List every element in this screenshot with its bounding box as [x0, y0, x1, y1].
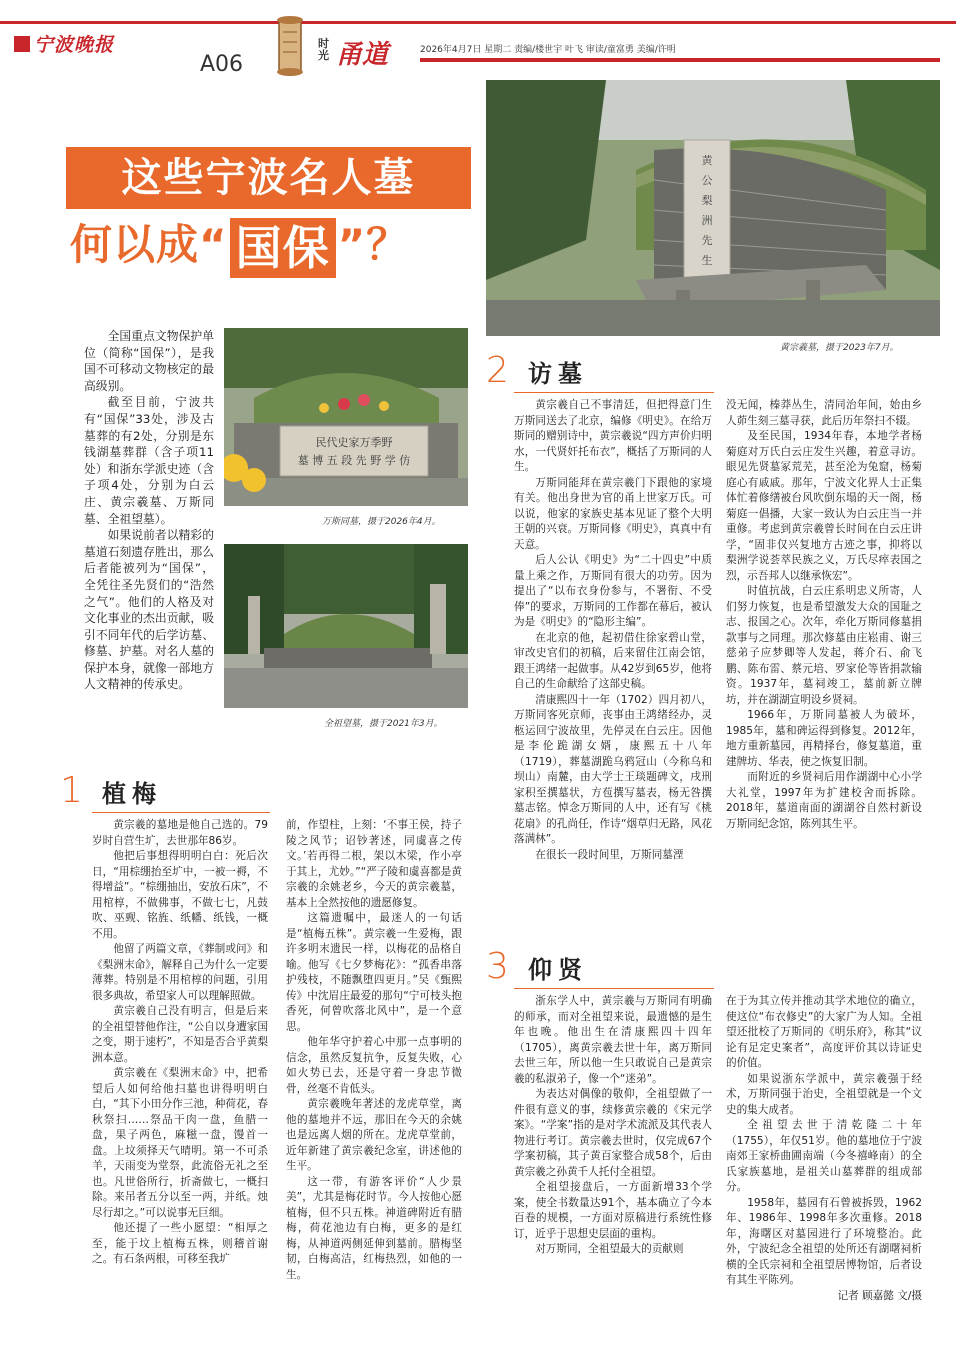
caption-quan-tomb: 全祖望墓，摄于2021年3月。 — [324, 719, 443, 729]
section1-col1 — [92, 818, 268, 1268]
headline-highlight: 国保 — [230, 218, 336, 278]
masthead-rule — [0, 21, 956, 29]
page-number: A06 — [200, 52, 244, 77]
section2-col1 — [514, 398, 712, 863]
section-label: 甬道 — [336, 40, 389, 70]
byline: 记者 顾嘉懿 文/摄 — [837, 1289, 922, 1302]
section2-col2 — [726, 398, 922, 832]
section3-heading — [486, 946, 588, 987]
s1-paragraph: 他把后事想得明明白白：死后次日，“用棕绷抬至圹中，一被一褥，不得增益”。“棕绷抽出，安放石床”，不用棺椁，不做佛事，不做七七，凡鼓吹、巫觋、铭旌、纸幡、纸钱，一概不用。 — [92, 850, 268, 940]
masthead-bar — [0, 14, 956, 22]
intro-text — [84, 328, 214, 693]
headline-line2-pre: 何以成“ — [70, 220, 228, 269]
caption-top-photo: 黄宗羲墓，摄于2023年7月。 — [780, 343, 899, 353]
photo-wan-tomb — [224, 328, 468, 506]
headline-line2-post: ”？ — [337, 220, 410, 269]
s2-paragraph: 在北京的他，起初借住徐家碧山堂，审改史官们的初稿，后来留住江南会馆，跟王鸿绪一起做事。从42岁到65岁，他将自己的生命献给了这部史稿。 — [514, 631, 712, 690]
s2-paragraph: 黄宗羲自己不事清廷，但把得意门生万斯同送去了北京，编修《明史》。在给万斯同的赠别诗中，黄宗羲说“四方声价归明水，一代贤奸托布衣”，概括了万斯同的人生。 — [514, 399, 712, 473]
section-label-small: 时光 — [318, 37, 329, 62]
svg-text:梨: 梨 — [701, 194, 713, 207]
svg-text:公: 公 — [701, 174, 713, 187]
s2-paragraph: 1966年，万斯同墓被人为破坏，1985年，墓和碑运得到修复。2012年，地方重新墓园，再精择台，修复墓道，重建牌坊、华表，使之恢复旧制。 — [726, 709, 922, 768]
headline-line1: 这些宁波名人墓 — [66, 147, 471, 209]
issue-meta: 2026年4月7日 星期二 责编/楼世宇 叶飞 审读/童富勇 美编/许明 — [420, 45, 676, 55]
svg-text:洲: 洲 — [701, 214, 713, 227]
s3-paragraph: 如果说浙东学派中，黄宗羲强于经术，万斯同强于治史，全祖望就是一个文史的集大成者。 — [726, 1072, 922, 1116]
section3-title: 仰贤 — [528, 955, 588, 984]
caption-wan-tomb: 万斯同墓，摄于2026年4月。 — [322, 517, 441, 527]
s1-paragraph: 黄宗羲的墓地是他自己选的。79岁时自营生圹，去世那年86岁。 — [92, 819, 268, 847]
s3-paragraph: 全祖望接盘后，一方面新增33个学案，使全书数量达91个，基本确立了今本百卷的规模，一方面对原稿进行系统性修订，近乎于思想史层面的重构。 — [514, 1181, 712, 1240]
s3-paragraph: 为表达对偶像的敬仰，全祖望做了一件很有意义的事，续修黄宗羲的《宋元学案》。“学案”指的是对学术流派及其代表人物进行考订。黄宗羲去世时，仅完成67个学案初稿，其子黄百家整合成58个，后由黄宗羲之孙黄千人托付全祖望。 — [514, 1088, 712, 1178]
stele-inscription: 黄 — [701, 154, 713, 167]
section1-rule — [92, 812, 270, 813]
wan-tomb-sign2: 墓 博 五 段 先 野 学 仿 — [297, 454, 411, 467]
section3-number: 3 — [486, 946, 509, 987]
s1-paragraph: 这一带，有游客评价“人少景美”，尤其是梅花时节。今人按他心愿植梅，但不只五株。神道碑附近有腊梅，荷花池边有白梅，更多的是红梅，从神道两侧延伸到墓前。腊梅坚韧，白梅高洁，红梅热烈，如他的一生。 — [286, 1175, 462, 1281]
photo-huang-tomb — [486, 80, 940, 336]
intro-paragraph: 截至目前，宁波共有“国保”33处，涉及古墓葬的有2处，分别是东钱湖墓葬群（含子项11处）和浙东学派史迹（含子项4处，分别为白云庄、黄宗羲墓、万斯同墓、全祖望墓）。 — [84, 395, 214, 526]
section1-number: 1 — [60, 770, 83, 811]
s1-paragraph: 他还提了一些小愿望：“相厚之至，能于坟上植梅五株，则稽首谢之。有石条两根，可移至我圹 — [92, 1222, 268, 1265]
s2-paragraph: 万斯同能拜在黄宗羲门下跟他的家境有关。他出身世为官的甬上世家万氏。可以说，他家的家族史基本见证了整个大明王朝的兴衰。万斯同修《明史》，真真中有天意。 — [514, 476, 712, 551]
intro-paragraph: 全国重点文物保护单位（简称“国保”），是我国不可移动文物核定的最高级别。 — [84, 329, 214, 393]
s1-paragraph: 前，作望柱，上刻：‘不事王侯，持子陵之风节；诏钞著述，同虞喜之传文。’若再得二根，架以木梁，作小亭于其上，尤妙。”“严子陵和虞喜都是黄宗羲的余姚老乡，今天的黄宗羲墓，基本上全然按他的遗愿修复。 — [286, 819, 462, 909]
s3-paragraph: 浙东学人中，黄宗羲与万斯同有明确的师承，而对全祖望来说，最遗憾的是生年也晚。他出生在清康熙四十四年（1705），离黄宗羲去世十年，离万斯同去世三年，所以他一生只敢说自己是黄宗羲的私淑弟子，像一个“迷弟”。 — [514, 995, 712, 1085]
meta-underline — [420, 58, 940, 62]
s3-paragraph: 全祖望去世于清乾隆二十年（1755），年仅51岁。他的墓地位于宁波南郊王家桥曲圃南端（今冬禧峰南）的全氏家族墓地，是祖关山墓葬群的组成部分。 — [726, 1119, 922, 1193]
newspaper-logo: 宁波晚报 — [34, 34, 115, 56]
svg-text:生: 生 — [701, 254, 713, 267]
s1-paragraph: 黄宗羲自己没有明言，但是后来的全祖望替他作注，“公自以身遭家国之变，期于速朽”，不知是否合乎黄梨洲本意。 — [92, 1005, 268, 1064]
wan-tomb-sign: 民代史家万季野 — [315, 436, 393, 449]
section3-col2 — [726, 994, 922, 1304]
scroll-icon — [273, 14, 307, 78]
s1-paragraph: 他留了两篇文章，《葬制或问》和《梨洲末命》，解释自己为什么一定要薄葬。特别是不用棺椁的问题，引用很多典故，希望家人可以理解照做。 — [92, 943, 268, 1002]
svg-text:先: 先 — [701, 234, 713, 247]
section2-number: 2 — [486, 350, 509, 391]
s2-paragraph: 在很长一段时间里，万斯同墓湮 — [535, 848, 684, 861]
section3-rule — [514, 988, 714, 989]
section1-title: 植梅 — [102, 779, 162, 808]
s2-paragraph: 没无闻，榛莽丛生，清同治年间，始由乡人茆生刻三墓寻获，此后历年祭扫不辍。 — [726, 399, 922, 427]
s2-paragraph: 时值抗战，白云庄系明忠义所寄，人们努力恢复，也是希望激发大众的国耻之志、报国之心。次年，牵化万斯同修墓捐款事与之同理。那次修墓由庄崧甫、谢三慈弟子应梦卿等人发起，蒋介石、俞飞鹏、陈布雷、蔡元培、罗家伦等皆捐款输资。1937年，墓祠竣工，墓前新立牌坊，并在湖湖宣明设乡贤祠。 — [726, 585, 922, 706]
s1-paragraph: 黄宗羲在《梨洲末命》中，把希望后人如何给他扫墓也讲得明明白白，“其下小田分作三池，种荷花，春秋祭扫……祭品干肉一盘，鱼腊一盘，果子两色，麻糍一盘，馒首一盘。上坟须择天气晴明。第一不可杀羊，天雨变为堂祭，此流俗无礼之至也。凡世俗所行，折斋做七，一概扫除。来吊者五分以至一两，并纸。烛尽行却之。”可以说事无巨细。 — [92, 1067, 268, 1219]
section3-col1 — [514, 994, 712, 1258]
s3-paragraph: 在于为其立传并推动其学术地位的确立，使这位“布衣修史”的大家广为人知。全祖望还批校了万斯同的《明乐府》，称其“议论有足定史案者”，高度评价其以诗证史的价值。 — [726, 995, 922, 1069]
s2-paragraph: 后人公认《明史》为“二十四史”中质量上乘之作，万斯同有很大的功劳。因为提出了“以布衣身份参与，不署衔、不受俸”的要求，万斯同的工作都在幕后，被认为是《明史》的“隐形主编”。 — [514, 554, 712, 628]
headline-line2 — [70, 212, 409, 278]
s2-paragraph: 及至民国，1934年春，本地学者杨菊庭对万氏白云庄发生兴趣，着意寻访。眼见先贤墓冢荒芜，甚至沦为兔窟，杨菊庭心有戚戚。那年，宁波文化界人士正集体忙着修缮被台风吹倒东塌的天一阁，杨菊庭一倡播，大家一致认为白云庄当一并重修。考虑到黄宗羲曾长时间在白云庄讲学，“固非仅兴复地方古迹之事，抑将以梨洲学说荟萃民族之义，万氏尽瘁表国之烈，示吾邦人以继承恢宏”。 — [726, 430, 922, 582]
section1-col2 — [286, 818, 462, 1283]
photo-quan-tomb — [224, 544, 468, 708]
intro-paragraph: 如果说前者以精彩的墓道石刻遗存胜出，那么后者能被列为“国保”，全凭往圣先贤们的“浩然之气”。他们的人格及对文化事业的杰出贡献，吸引不同年代的后学访墓、修墓、护墓。对名人墓的保护本身，就像一部地方人文精神的传承史。 — [84, 528, 214, 692]
s1-paragraph: 这篇遗嘱中，最迷人的一句话是“植梅五株”。黄宗羲一生爱梅，跟许多明末遗民一样，以梅花的品格自喻。他写《七夕梦梅花》：“孤香串落护残枝，不随飘堕四更月。”吴《甄熙传》中沈眉庄最爱的那句“宁可枝头抱香死，何曾吹落北风中”，是一个意思。 — [286, 912, 462, 1033]
s1-paragraph: 他年华守护着心中那一点事明的信念，虽然反复抗争，反复失败，心如火势已去，还是守着一身忠节微骨，丝毫不肯低头。 — [286, 1036, 462, 1095]
s3-paragraph: 1958年，墓园有石曾被拆毁，1962年、1986年、1998年多次重修。2018年，海曙区对墓园进行了环境整治。此外，宁波纪念全祖望的处所还有湖曙祠析横的全氏宗祠和全祖望居博物馆，后者设有其生平陈列。 — [726, 1196, 922, 1286]
section2-title: 访墓 — [528, 359, 588, 388]
section2-heading — [486, 350, 588, 391]
s1-paragraph: 黄宗羲晚年著述的龙虎草堂，离他的墓地并不远，那旧在今天的余姚也是远离人烟的所在。龙虎草堂前，近年新建了黄宗羲纪念室，讲述他的生平。 — [286, 1098, 462, 1172]
logo-mark — [14, 36, 30, 52]
s2-paragraph: 而附近的乡贤祠后用作湖湖中心小学大礼堂，1997年为扩建校舍而拆除。2018年，墓道南面的湖湖谷自然村新设万斯同纪念馆，陈列其生平。 — [726, 771, 922, 830]
section2-rule — [514, 392, 714, 393]
s2-paragraph: 清康熙四十一年（1702）四月初八，万斯同客死京师，丧事由王鸿绪经办，灵柩运回宁波故里，先停灵在白云庄。因他是李伦跪湖女婿，康熙五十八年（1719），葬墓湖跪乌鸦冠山（今称乌和坝山）南麓，由大学士王琰题碑文，戌刑家积至撰墓状，方苞撰写墓表，杨无咎撰墓志铭。悼念万斯同的人中，还有写《桃花扇》的孔尚任，作诗“烟草归无路，风花落满林”。 — [514, 693, 712, 845]
section1-heading — [60, 770, 162, 811]
s3-paragraph: 对万斯同，全祖望最大的贡献则 — [535, 1243, 684, 1255]
